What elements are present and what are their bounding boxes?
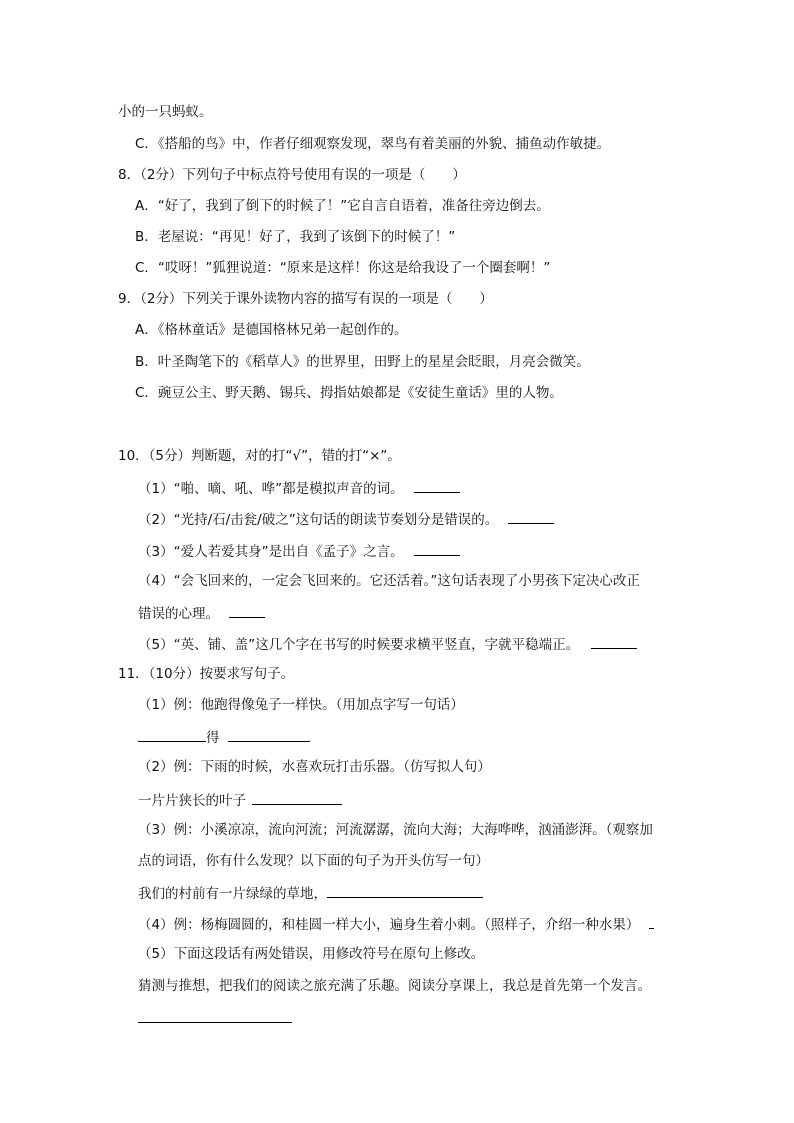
de-char: 得 bbox=[206, 730, 220, 746]
judge-item-1 bbox=[138, 478, 460, 498]
option-c-q8: C．“哎呀！”狐狸说道：“原来是这样！你这是给我设了一个圈套啊！” bbox=[135, 260, 551, 276]
option-c-q9: C．豌豆公主、野天鹅、锡兵、拇指姑娘都是《安徒生童话》里的人物。 bbox=[135, 385, 563, 401]
option-a-q8: A．“好了，我到了倒下的时候了！”它自言自语着，准备往旁边倒去。 bbox=[135, 198, 550, 214]
sentence-task-3-answer bbox=[138, 883, 483, 903]
answer-blank[interactable] bbox=[414, 541, 460, 556]
option-c-q7: C．《搭船的鸟》中，作者仔细观察发现，翠鸟有着美丽的外貌、捕鱼动作敏捷。 bbox=[135, 136, 611, 152]
answer-blank[interactable] bbox=[414, 478, 460, 493]
question-11: 11．（10分）按要求写句子。 bbox=[118, 666, 295, 682]
sentence-task-2: （2）例：下雨的时候，水喜欢玩打击乐器。（仿写拟人句） bbox=[138, 759, 491, 775]
answer-blank[interactable] bbox=[228, 727, 310, 742]
answer-blank[interactable] bbox=[252, 790, 342, 805]
judge-item-5 bbox=[138, 634, 637, 654]
sentence-task-3-cont: 点的词语，你有什么发现？以下面的句子为开头仿写一句） bbox=[138, 853, 489, 869]
sentence-task-5-passage: 猜测与推想，把我们的阅读之旅充满了乐趣。阅读分享课上，我总是首先第一个发言。 bbox=[138, 978, 651, 994]
answer-blank[interactable] bbox=[138, 1008, 292, 1023]
answer-blank[interactable] bbox=[138, 727, 206, 742]
judge-item-4-cont-text: 错误的心理。 bbox=[138, 606, 219, 622]
answer-blank[interactable] bbox=[649, 914, 654, 929]
question-9: 9．（2分）下列关于课外读物内容的描写有误的一项是（ ） bbox=[118, 291, 493, 307]
question-8: 8．（2分）下列句子中标点符号使用有误的一项是（ ） bbox=[118, 167, 466, 183]
sentence-task-2-prefix: 一片片狭长的叶子 bbox=[138, 793, 246, 809]
judge-item-3-text: （3）“爱人若爱其身”是出自《孟子》之言。 bbox=[138, 544, 404, 560]
answer-blank[interactable] bbox=[327, 883, 483, 898]
option-b-q8: B．老屋说：“再见！好了，我到了该倒下的时候了！” bbox=[135, 229, 456, 245]
text-line: 小的一只蚂蚁。 bbox=[118, 104, 213, 120]
sentence-task-5: （5）下面这段话有两处错误，用修改符号在原句上修改。 bbox=[138, 946, 485, 962]
sentence-task-4-text: （4）例：杨梅圆圆的，和桂圆一样大小，遍身生着小刺。（照样子，介绍一种水果） bbox=[138, 917, 640, 933]
judge-item-2 bbox=[138, 509, 554, 529]
sentence-task-3-prefix: 我们的村前有一片绿绿的草地， bbox=[138, 886, 327, 902]
sentence-task-1-answer bbox=[138, 727, 310, 747]
answer-blank[interactable] bbox=[229, 603, 265, 618]
sentence-task-3: （3）例：小溪凉凉，流向河流；河流潺潺，流向大海；大海哗哗，汹涌澎湃。（观察加 bbox=[138, 822, 653, 838]
judge-item-1-text: （1）“啪、嘀、吼、哗”都是模拟声音的词。 bbox=[138, 481, 404, 497]
option-a-q9: A．《格林童话》是德国格林兄弟一起创作的。 bbox=[135, 322, 408, 338]
judge-item-3 bbox=[138, 541, 460, 561]
sentence-task-1: （1）例：他跑得像兔子一样快。（用加点字写一句话） bbox=[138, 697, 464, 713]
judge-item-5-text: （5）“英、铺、盖”这几个字在书写的时候要求横平竖直，字就平稳端正。 bbox=[138, 637, 580, 653]
judge-item-4: （4）“会飞回来的，一定会飞回来的。它还活着。”这句话表现了小男孩下定决心改正 bbox=[138, 573, 640, 589]
judge-item-4-cont bbox=[138, 603, 265, 623]
answer-blank[interactable] bbox=[508, 509, 554, 524]
sentence-task-4 bbox=[138, 914, 654, 934]
question-10: 10．（5分）判断题，对的打“√”，错的打“×”。 bbox=[118, 448, 401, 464]
answer-blank[interactable] bbox=[591, 634, 637, 649]
judge-item-2-text: （2）“光持/石/击瓮/破之”这句话的朗读节奏划分是错误的。 bbox=[138, 512, 499, 528]
sentence-task-5-answer bbox=[138, 1008, 292, 1028]
option-b-q9: B．叶圣陶笔下的《稻草人》的世界里，田野上的星星会眨眼，月亮会微笑。 bbox=[135, 354, 590, 370]
sentence-task-2-answer bbox=[138, 790, 342, 810]
